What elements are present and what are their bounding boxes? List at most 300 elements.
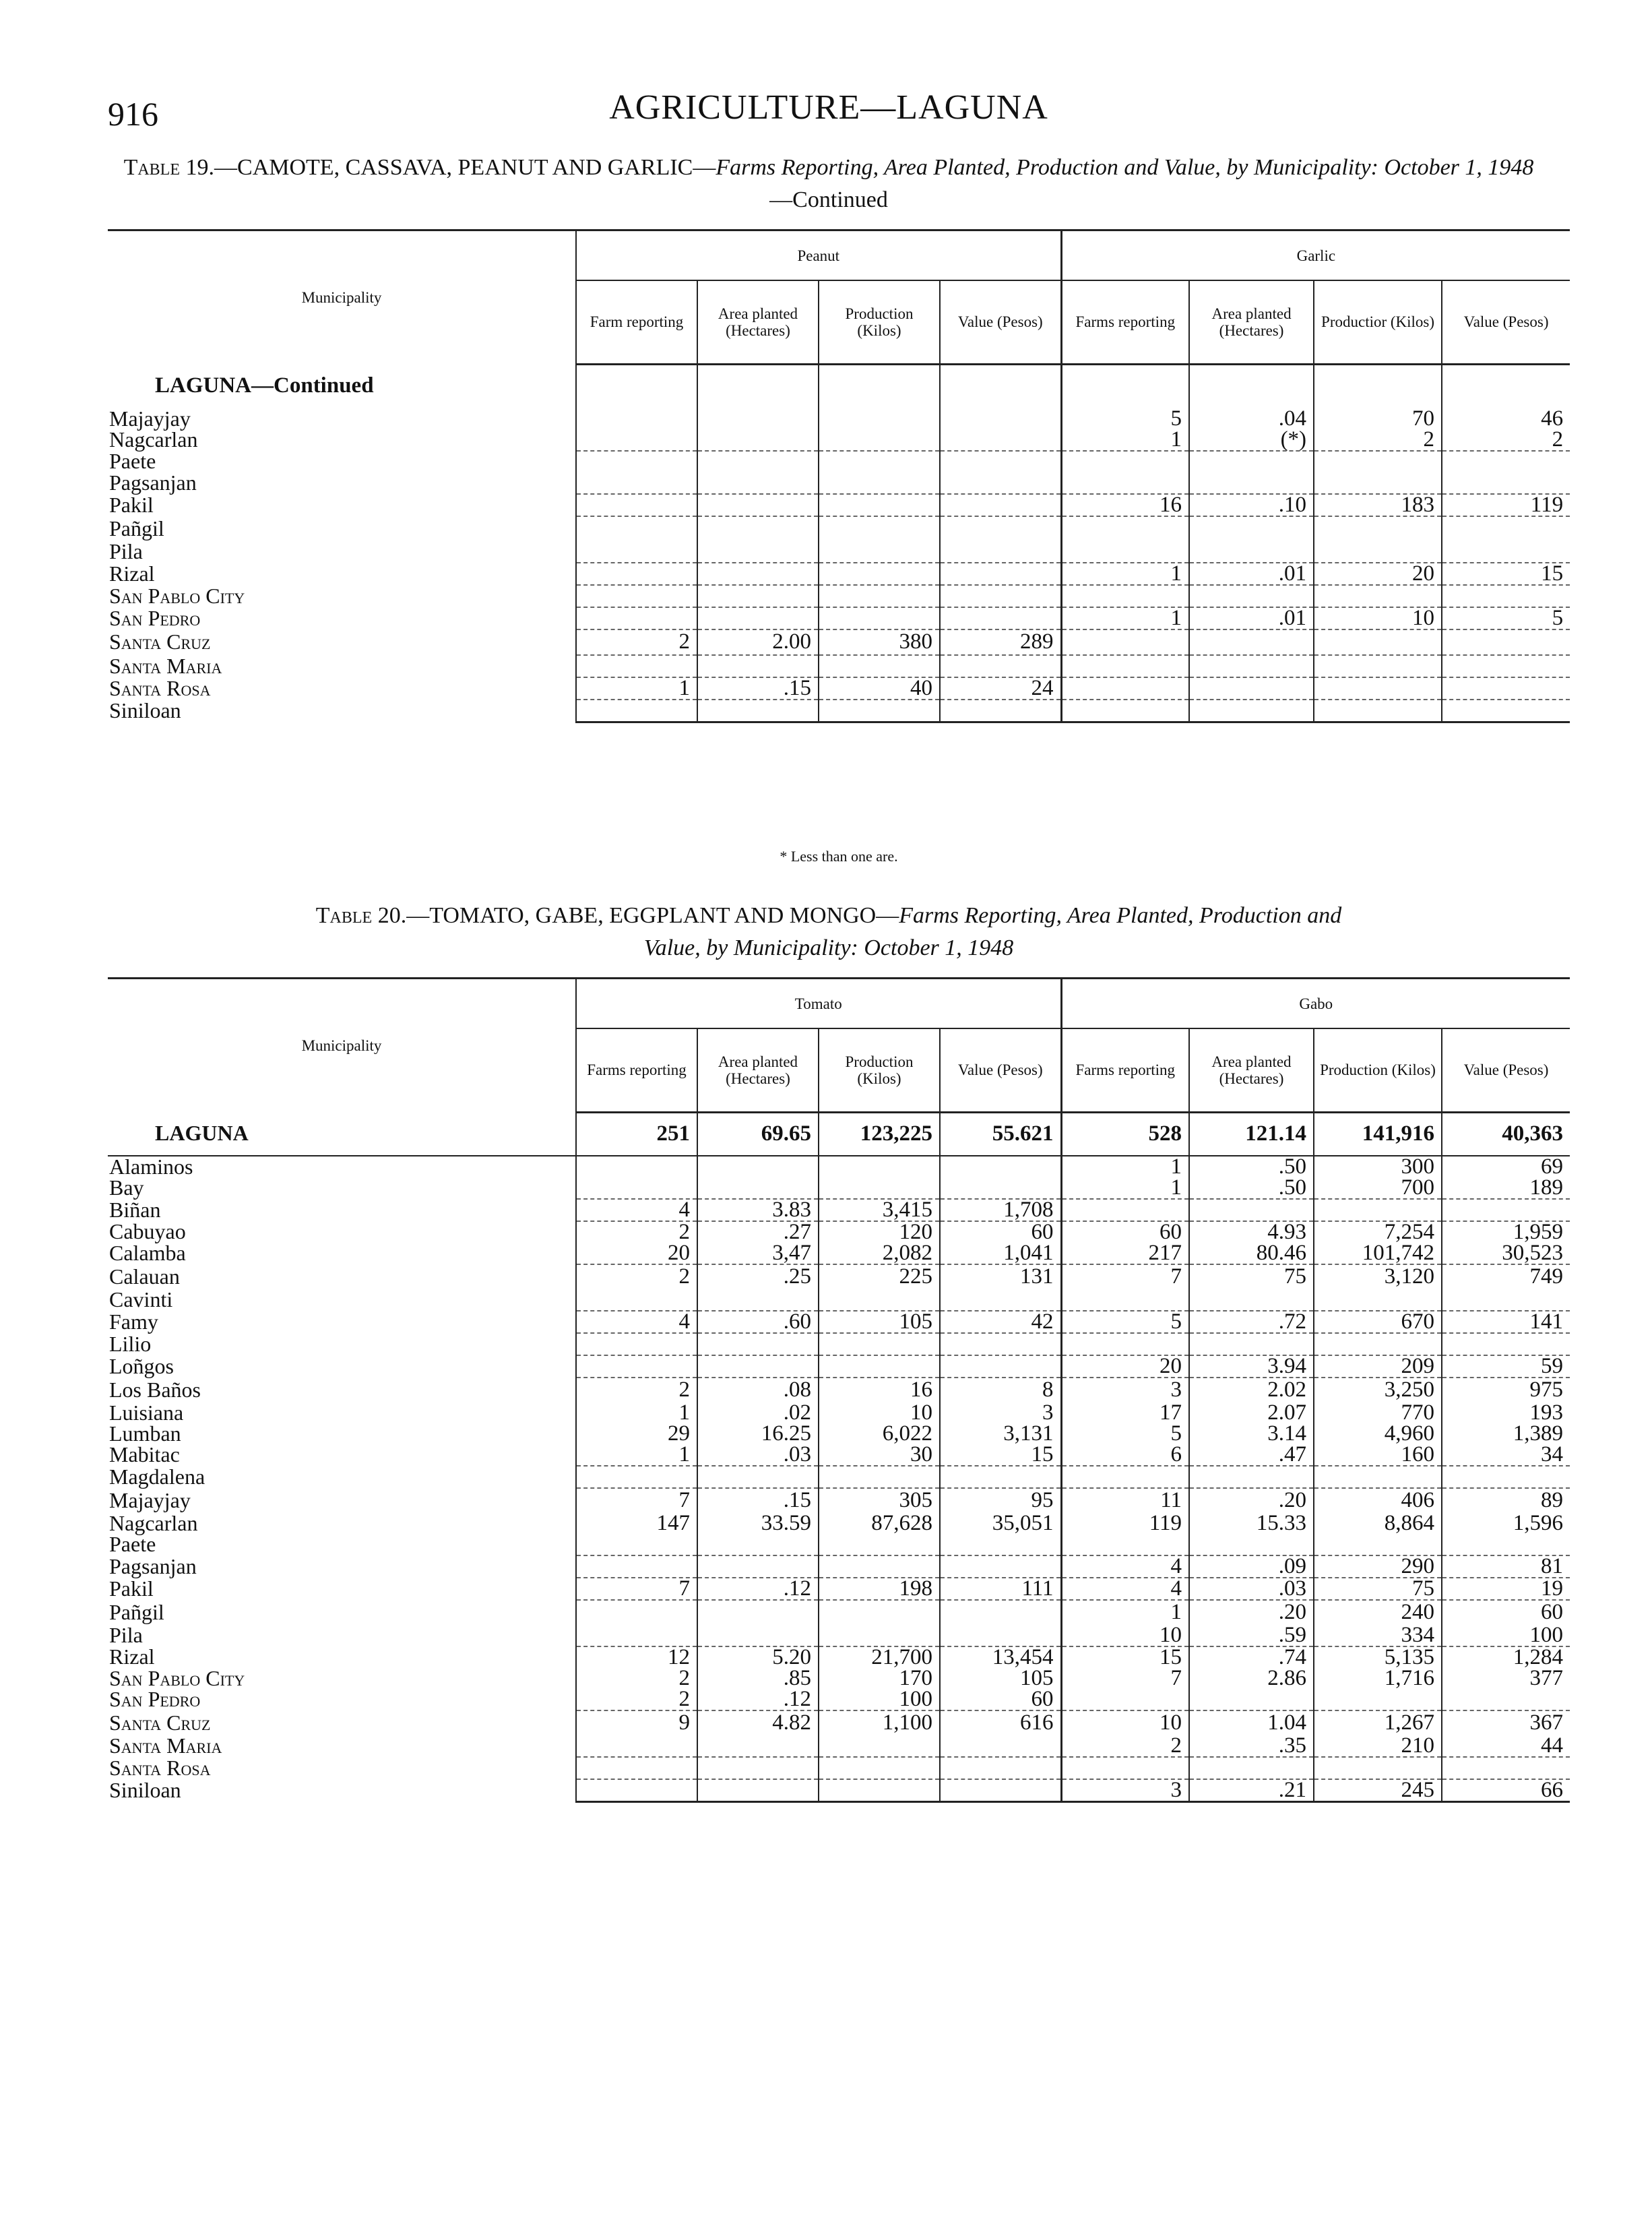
data-cell (819, 541, 940, 563)
data-cell (1314, 472, 1442, 494)
data-cell (940, 1779, 1061, 1802)
data-cell: 289 (940, 629, 1061, 655)
data-cell: 105 (940, 1668, 1061, 1689)
data-cell (819, 1355, 940, 1378)
data-cell: .50 (1189, 1177, 1314, 1199)
data-cell: 89 (1442, 1488, 1570, 1513)
data-cell (576, 1177, 697, 1199)
municipality-name: Santa Rosa (109, 675, 211, 700)
data-cell: .27 (697, 1221, 819, 1243)
data-cell: 290 (1314, 1555, 1442, 1578)
table19-subtitle: Farms Reporting, Area Planted, Production and Value, by Municipality: October 1, 1948 (716, 155, 1534, 180)
data-cell (940, 1555, 1061, 1578)
data-cell: 1,041 (940, 1243, 1061, 1264)
data-cell (697, 429, 819, 451)
data-cell (1314, 585, 1442, 607)
data-cell: 170 (819, 1668, 940, 1689)
municipality-name: Siniloan (109, 1777, 181, 1802)
data-cell (819, 429, 940, 451)
data-cell: 700 (1314, 1177, 1442, 1199)
data-cell (940, 1735, 1061, 1757)
data-cell (697, 472, 819, 494)
table-row (108, 563, 1570, 585)
table-row (108, 677, 1570, 700)
data-cell (819, 1289, 940, 1311)
data-cell: .21 (1189, 1779, 1314, 1802)
data-cell (819, 1534, 940, 1555)
municipality-name: Luisiana (109, 1400, 184, 1425)
data-cell: 44 (1442, 1735, 1570, 1757)
data-cell: 406 (1314, 1488, 1442, 1513)
data-cell: 1 (1061, 563, 1189, 585)
table-row (108, 1600, 1570, 1625)
data-cell: .01 (1189, 563, 1314, 585)
data-cell (576, 1735, 697, 1757)
data-cell: .12 (697, 1689, 819, 1710)
data-cell (940, 607, 1061, 629)
table-row (108, 1757, 1570, 1779)
data-cell (1442, 700, 1570, 722)
table19-footnote: * Less than one are. (780, 848, 898, 865)
data-cell (819, 563, 940, 585)
data-cell: 20 (1061, 1355, 1189, 1378)
col-header: Area planted (Hectares) (1189, 280, 1314, 364)
data-cell (1442, 1199, 1570, 1221)
table-row (108, 655, 1570, 677)
group-peanut: Peanut (576, 230, 1061, 281)
data-cell (1442, 585, 1570, 607)
data-cell (940, 1156, 1061, 1177)
data-cell: 1,267 (1314, 1710, 1442, 1735)
data-cell (819, 700, 940, 722)
data-cell (1061, 1199, 1189, 1221)
municipality-name: San Pedro (109, 605, 201, 630)
data-cell: 69 (1442, 1156, 1570, 1177)
data-cell: 3,250 (1314, 1378, 1442, 1402)
table-row (108, 1735, 1570, 1757)
table-row (108, 1355, 1570, 1378)
total-cell: 121.14 (1189, 1112, 1314, 1156)
data-cell (1189, 1289, 1314, 1311)
data-cell: 119 (1442, 494, 1570, 516)
data-cell (1442, 1534, 1570, 1555)
table-row (108, 472, 1570, 494)
data-cell: 2 (576, 1221, 697, 1243)
table-row (108, 1333, 1570, 1355)
table-row (108, 429, 1570, 451)
data-cell: .35 (1189, 1735, 1314, 1757)
table-row (108, 1668, 1570, 1689)
data-cell (940, 494, 1061, 516)
municipality-name: Pila (109, 1623, 143, 1647)
data-cell: 217 (1061, 1243, 1189, 1264)
data-cell (576, 1289, 697, 1311)
page-title: AGRICULTURE—LAGUNA (609, 88, 1048, 127)
table20-title: —TOMATO, GABE, EGGPLANT AND MONGO— (406, 903, 899, 928)
data-cell (1061, 1689, 1189, 1710)
group-tomato: Tomato (576, 979, 1061, 1029)
data-cell: 2,082 (819, 1243, 940, 1264)
total-cell: 123,225 (819, 1112, 940, 1156)
table19-caption (115, 152, 1543, 216)
municipality-name: Siniloan (109, 698, 181, 722)
data-cell: 305 (819, 1488, 940, 1513)
data-cell (940, 429, 1061, 451)
col-header: Farms reporting (576, 1028, 697, 1112)
table-row (108, 451, 1570, 472)
data-cell: 15 (1442, 563, 1570, 585)
table-row (108, 1177, 1570, 1199)
table-row (108, 541, 1570, 563)
table20-label: Table 20. (315, 903, 407, 928)
municipality-name: San Pedro (109, 1687, 201, 1711)
data-cell (576, 429, 697, 451)
data-cell: 105 (819, 1311, 940, 1333)
data-cell (819, 1735, 940, 1757)
data-cell: 1 (1061, 1177, 1189, 1199)
data-cell: 5 (1061, 408, 1189, 429)
municipality-name: Pakil (109, 492, 154, 517)
data-cell (940, 1289, 1061, 1311)
data-cell: 75 (1314, 1578, 1442, 1600)
data-cell: 1,716 (1314, 1668, 1442, 1689)
total-cell: 40,363 (1442, 1112, 1570, 1156)
section-row (108, 364, 1570, 408)
data-cell: 10 (1061, 1625, 1189, 1646)
total-row (108, 1112, 1570, 1156)
data-cell (1442, 1289, 1570, 1311)
data-cell (819, 1333, 940, 1355)
table19-suffix: —Continued (769, 187, 888, 212)
data-cell: 367 (1442, 1710, 1570, 1735)
data-cell (576, 585, 697, 607)
data-cell: 81 (1442, 1555, 1570, 1578)
data-cell (697, 1289, 819, 1311)
data-cell (1442, 655, 1570, 677)
data-cell (576, 1625, 697, 1646)
col-header: Value (Pesos) (940, 1028, 1061, 1112)
data-cell: 3 (940, 1402, 1061, 1423)
table-row (108, 1534, 1570, 1555)
data-cell: 5.20 (697, 1646, 819, 1668)
total-cell: 528 (1061, 1112, 1189, 1156)
data-cell: .08 (697, 1378, 819, 1402)
table-row (108, 516, 1570, 541)
data-cell: 1 (576, 1402, 697, 1423)
data-cell: 334 (1314, 1625, 1442, 1646)
data-cell: 1 (576, 677, 697, 700)
municipality-name: San Pablo City (109, 583, 245, 608)
data-cell (1314, 655, 1442, 677)
data-cell: 4.82 (697, 1710, 819, 1735)
data-cell: 1 (1061, 607, 1189, 629)
data-cell (940, 1333, 1061, 1355)
data-cell (1061, 585, 1189, 607)
data-cell: 15 (940, 1444, 1061, 1466)
data-cell (576, 1466, 697, 1488)
data-cell (1442, 677, 1570, 700)
data-cell (697, 1600, 819, 1625)
data-cell: 6,022 (819, 1423, 940, 1444)
data-cell (819, 1156, 940, 1177)
data-cell: .50 (1189, 1156, 1314, 1177)
data-cell: 2 (1314, 429, 1442, 451)
data-cell (576, 1757, 697, 1779)
data-cell (1442, 516, 1570, 541)
municipality-name: Paete (109, 1532, 156, 1556)
table-row (108, 1264, 1570, 1289)
table-row (108, 1578, 1570, 1600)
municipality-name: Famy (109, 1309, 158, 1334)
data-cell (819, 1555, 940, 1578)
data-cell: 3,415 (819, 1199, 940, 1221)
data-cell: 4.93 (1189, 1221, 1314, 1243)
data-cell: 15 (1061, 1646, 1189, 1668)
data-cell: .74 (1189, 1646, 1314, 1668)
table-row (108, 1689, 1570, 1710)
data-cell: 3.94 (1189, 1355, 1314, 1378)
table-row (108, 1710, 1570, 1735)
data-cell (819, 1177, 940, 1199)
table-row (108, 1311, 1570, 1333)
data-cell (1442, 1333, 1570, 1355)
data-cell: 70 (1314, 408, 1442, 429)
data-cell: 5 (1061, 1423, 1189, 1444)
municipality-name: Magdalena (109, 1464, 205, 1489)
data-cell (1061, 451, 1189, 472)
group-garlic: Garlic (1061, 230, 1570, 281)
data-cell: 1,596 (1442, 1513, 1570, 1534)
data-cell: 2.07 (1189, 1402, 1314, 1423)
data-cell (1442, 629, 1570, 655)
data-cell (697, 700, 819, 722)
data-cell: .60 (697, 1311, 819, 1333)
data-cell (1442, 451, 1570, 472)
total-cell: 141,916 (1314, 1112, 1442, 1156)
data-cell (1189, 451, 1314, 472)
data-cell (1061, 629, 1189, 655)
data-cell: 2 (1442, 429, 1570, 451)
municipality-name: Nagcarlan (109, 1510, 198, 1535)
data-cell: 377 (1442, 1668, 1570, 1689)
municipality-name: Santa Maria (109, 653, 222, 678)
data-cell (1442, 472, 1570, 494)
data-cell: 40 (819, 677, 940, 700)
data-cell: 4 (576, 1199, 697, 1221)
table-row (108, 1779, 1570, 1802)
data-cell: 2 (576, 1689, 697, 1710)
col-header: Farms reporting (1061, 1028, 1189, 1112)
data-cell: 147 (576, 1513, 697, 1534)
data-cell: 20 (1314, 563, 1442, 585)
data-cell (576, 451, 697, 472)
data-cell: .03 (1189, 1578, 1314, 1600)
data-cell: 100 (1442, 1625, 1570, 1646)
data-cell: 4 (1061, 1555, 1189, 1578)
municipality-name: Loñgos (109, 1353, 174, 1378)
data-cell: 210 (1314, 1735, 1442, 1757)
data-cell: .85 (697, 1668, 819, 1689)
data-cell: 131 (940, 1264, 1061, 1289)
table-row (108, 1555, 1570, 1578)
data-cell (576, 1555, 697, 1578)
municipality-name: Nagcarlan (109, 427, 198, 452)
data-cell: 3,120 (1314, 1264, 1442, 1289)
data-cell: 120 (819, 1221, 940, 1243)
data-cell: 3.14 (1189, 1423, 1314, 1444)
data-cell (1061, 655, 1189, 677)
data-cell (697, 1555, 819, 1578)
data-cell (1189, 1757, 1314, 1779)
data-cell: .15 (697, 1488, 819, 1513)
table-row (108, 1444, 1570, 1466)
data-cell: 20 (576, 1243, 697, 1264)
municipality-name: Cavinti (109, 1287, 173, 1311)
data-cell: 183 (1314, 494, 1442, 516)
municipality-name: Los Baños (109, 1377, 201, 1402)
data-cell (1314, 700, 1442, 722)
data-cell: 1 (1061, 429, 1189, 451)
data-cell (697, 408, 819, 429)
data-cell (1061, 1534, 1189, 1555)
data-cell (576, 655, 697, 677)
data-cell: 60 (940, 1221, 1061, 1243)
data-cell: 60 (1442, 1600, 1570, 1625)
data-cell (697, 541, 819, 563)
data-cell (576, 563, 697, 585)
table20-subtitle-1: Farms Reporting, Area Planted, Production and (899, 903, 1342, 928)
data-cell: 9 (576, 1710, 697, 1735)
col-header: Area planted (Hectares) (1189, 1028, 1314, 1112)
page-number: 916 (108, 95, 158, 133)
municipality-name: Santa Rosa (109, 1755, 211, 1780)
data-cell: 300 (1314, 1156, 1442, 1177)
data-cell (1314, 1466, 1442, 1488)
data-cell (940, 451, 1061, 472)
data-cell (940, 1466, 1061, 1488)
col-header: Value (Pesos) (1442, 1028, 1570, 1112)
data-cell (819, 607, 940, 629)
data-cell (1442, 1757, 1570, 1779)
municipality-name: Mabitac (109, 1442, 180, 1466)
data-cell: .02 (697, 1402, 819, 1423)
data-cell: .03 (697, 1444, 819, 1466)
data-cell (940, 563, 1061, 585)
data-cell (697, 607, 819, 629)
table20-subtitle-2: Value, by Municipality: October 1, 1948 (643, 935, 1014, 960)
data-cell (819, 472, 940, 494)
municipality-name: Majayjay (109, 406, 191, 431)
municipality-name: Pañgil (109, 1599, 164, 1624)
table-row (108, 1221, 1570, 1243)
data-cell (576, 1333, 697, 1355)
data-cell (576, 1534, 697, 1555)
data-cell: 1 (1061, 1156, 1189, 1177)
table-row (108, 494, 1570, 516)
data-cell: .15 (697, 677, 819, 700)
municipality-name: Pakil (109, 1576, 154, 1601)
table-row (108, 408, 1570, 429)
data-cell: 24 (940, 677, 1061, 700)
municipality-name: Cabuyao (109, 1219, 186, 1243)
col-header: Production (Kilos) (819, 280, 940, 364)
data-cell: .04 (1189, 408, 1314, 429)
municipality-name: Santa Maria (109, 1733, 222, 1758)
data-cell: 4 (1061, 1578, 1189, 1600)
data-cell: 1,389 (1442, 1423, 1570, 1444)
data-cell (1314, 1534, 1442, 1555)
data-cell (940, 1600, 1061, 1625)
table-row (108, 1402, 1570, 1423)
col-header: Productior (Kilos) (1314, 280, 1442, 364)
table-row (108, 1378, 1570, 1402)
data-cell (697, 1355, 819, 1378)
data-cell (1061, 1333, 1189, 1355)
data-cell (576, 607, 697, 629)
data-cell (1061, 1289, 1189, 1311)
data-cell (1189, 629, 1314, 655)
table-row (108, 1156, 1570, 1177)
data-cell: 1,100 (819, 1710, 940, 1735)
data-cell: 2 (576, 1264, 697, 1289)
table-row (108, 1488, 1570, 1513)
data-cell (1314, 1333, 1442, 1355)
data-cell (940, 1625, 1061, 1646)
table19-caption-line1 (115, 152, 1543, 216)
municipality-name: Santa Cruz (109, 629, 211, 654)
data-cell (1314, 1289, 1442, 1311)
data-cell: 3 (1061, 1779, 1189, 1802)
data-cell (576, 472, 697, 494)
table20 (108, 977, 1570, 1803)
municipality-name: Biñan (109, 1197, 161, 1222)
data-cell: 1,959 (1442, 1221, 1570, 1243)
municipality-name: Rizal (109, 561, 155, 586)
data-cell: 8 (940, 1378, 1061, 1402)
data-cell: 3.83 (697, 1199, 819, 1221)
municipality-name: Calamba (109, 1241, 186, 1265)
data-cell (940, 700, 1061, 722)
data-cell (940, 1177, 1061, 1199)
data-cell (1314, 1757, 1442, 1779)
col-municipality: Municipality (108, 230, 576, 365)
data-cell: 2 (576, 629, 697, 655)
data-cell: 670 (1314, 1311, 1442, 1333)
table-row (108, 1199, 1570, 1221)
data-cell: 6 (1061, 1444, 1189, 1466)
data-cell (697, 494, 819, 516)
data-cell: 16 (819, 1378, 940, 1402)
data-cell: 2 (576, 1668, 697, 1689)
col-header: Value (Pesos) (1442, 280, 1570, 364)
municipality-name: Alaminos (109, 1154, 193, 1179)
data-cell (819, 408, 940, 429)
table19-title: —CAMOTE, CASSAVA, PEANUT AND GARLIC— (214, 155, 716, 180)
data-cell: 30,523 (1442, 1243, 1570, 1264)
data-cell: 13,454 (940, 1646, 1061, 1668)
data-cell (576, 700, 697, 722)
data-cell (576, 541, 697, 563)
data-cell: 209 (1314, 1355, 1442, 1378)
data-cell (1061, 1466, 1189, 1488)
table-row (108, 1625, 1570, 1646)
municipality-name: San Pablo City (109, 1665, 245, 1690)
data-cell (1314, 451, 1442, 472)
data-cell: 1 (1061, 1600, 1189, 1625)
data-cell: 60 (1061, 1221, 1189, 1243)
data-cell: 189 (1442, 1177, 1570, 1199)
data-cell (940, 655, 1061, 677)
